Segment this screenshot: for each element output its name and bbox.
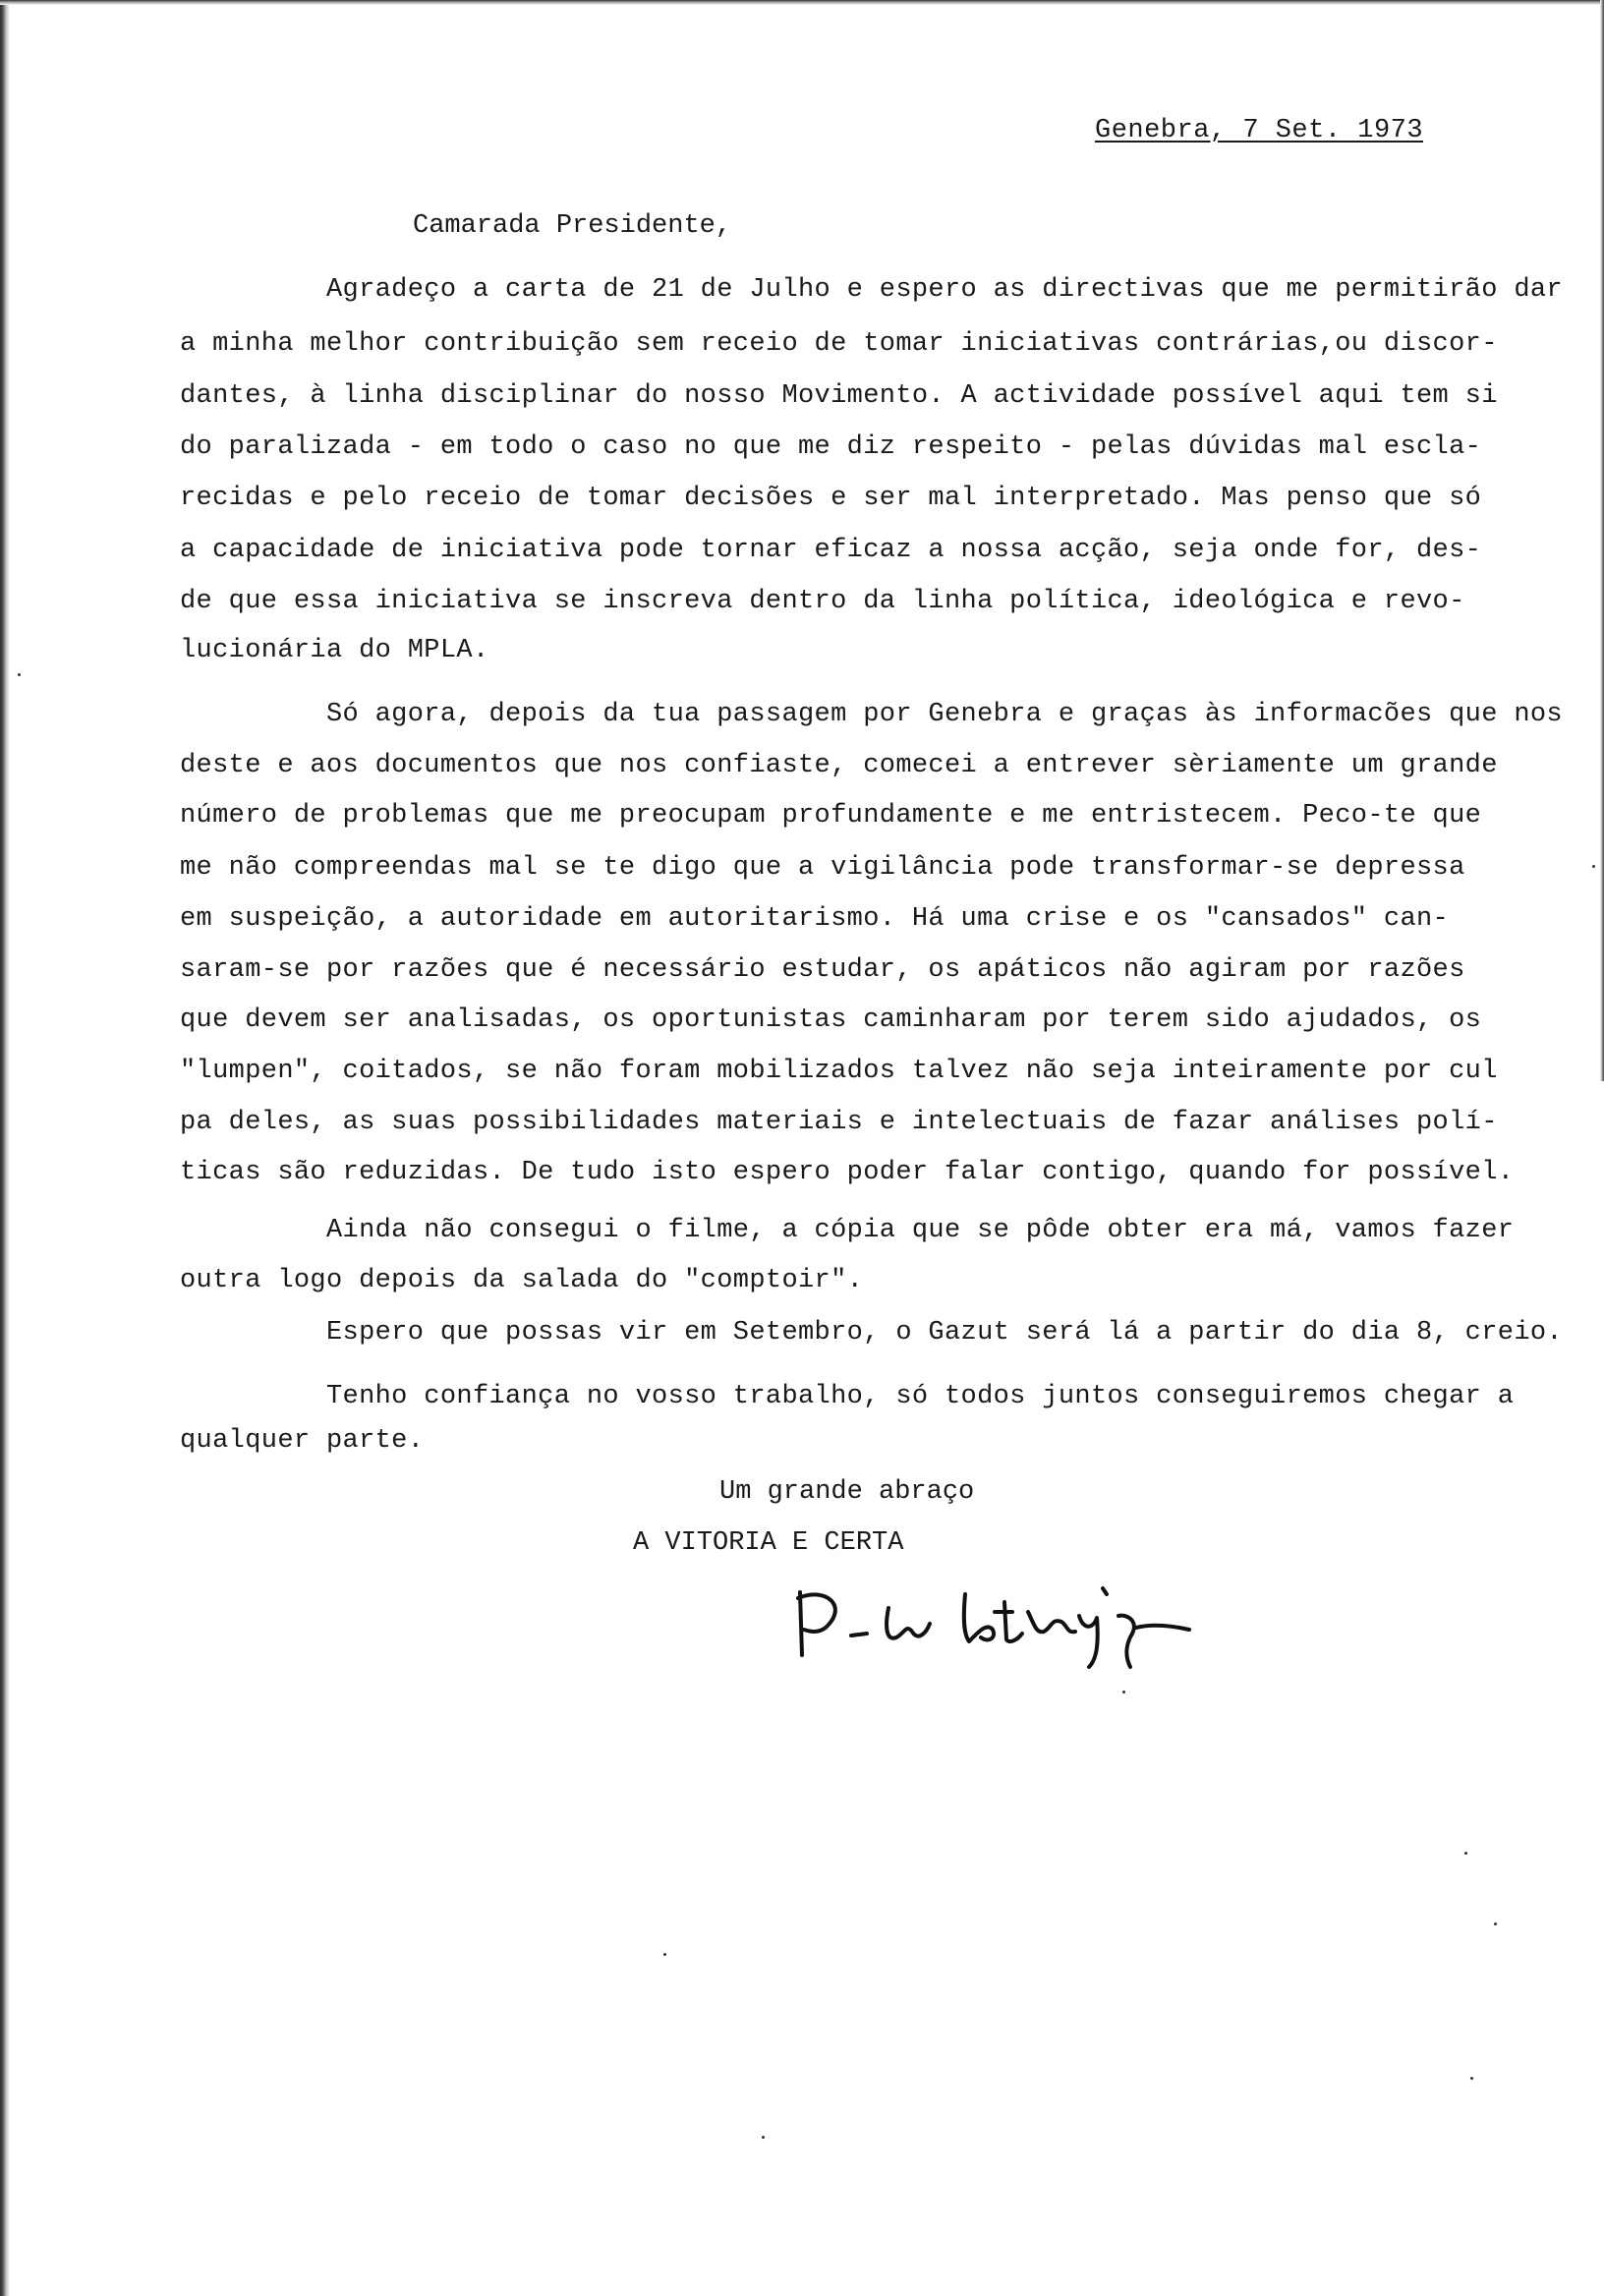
motto-line: A VITORIA E CERTA xyxy=(633,1528,904,1558)
body-line: saram-se por razões que é necessário estudar, os apáticos não agiram por razões xyxy=(180,955,1465,985)
scan-speck xyxy=(1592,865,1595,868)
body-line: de que essa iniciativa se inscreva dentro da linha política, ideológica e revo- xyxy=(180,587,1465,616)
body-line: do paralizada - em todo o caso no que me diz respeito - pelas dúvidas mal escla- xyxy=(180,432,1482,462)
scan-left-edge xyxy=(0,0,10,2296)
body-line: ticas são reduzidas. De tudo isto espero poder falar contigo, quando for possível. xyxy=(180,1158,1515,1187)
body-line: em suspeição, a autoridade em autoritarismo. Há uma crise e os "cansados" can- xyxy=(180,904,1450,934)
body-line: número de problemas que me preocupam profundamente e me entristecem. Peco-te que xyxy=(180,801,1482,831)
body-line: dantes, à linha disciplinar do nosso Movimento. A actividade possível aqui tem si xyxy=(180,381,1498,411)
body-line: que devem ser analisadas, os oportunistas caminharam por terem sido ajudados, os xyxy=(180,1005,1482,1035)
body-line: recidas e pelo receio de tomar decisões e ser mal interpretado. Mas penso que só xyxy=(180,484,1482,513)
closing-line: Um grande abraço xyxy=(719,1477,975,1507)
scan-right-edge xyxy=(1600,0,1604,1081)
body-line: Agradeço a carta de 21 de Julho e espero as directivas que me permitirão dar xyxy=(180,275,1563,305)
body-line: qualquer parte. xyxy=(180,1426,425,1456)
handwritten-signature xyxy=(786,1573,1219,1681)
scan-speck xyxy=(1122,1691,1125,1693)
body-line: Só agora, depois da tua passagem por Genebra e graças às informacões que nos xyxy=(180,700,1563,729)
scan-speck xyxy=(1464,1852,1467,1855)
body-line: outra logo depois da salada do "comptoir". xyxy=(180,1266,864,1295)
body-line: lucionária do MPLA. xyxy=(180,636,489,665)
body-line: Espero que possas vir em Setembro, o Gazut será lá a partir do dia 8, creio. xyxy=(180,1318,1563,1348)
scan-speck xyxy=(762,2136,765,2139)
letter-date: Genebra, 7 Set. 1973 xyxy=(1095,116,1424,145)
scan-speck xyxy=(1470,2077,1473,2080)
body-line: "lumpen", coitados, se não foram mobilizados talvez não seja inteiramente por cul xyxy=(180,1057,1498,1086)
body-line: pa deles, as suas possibilidades materiais e intelectuais de fazar análises polí- xyxy=(180,1108,1498,1137)
scan-speck xyxy=(663,1953,666,1956)
scan-speck xyxy=(18,673,21,676)
body-line: a minha melhor contribuição sem receio de tomar iniciativas contrárias,ou discor- xyxy=(180,329,1498,359)
scan-top-edge xyxy=(0,0,1604,5)
body-line: a capacidade de iniciativa pode tornar eficaz a nossa acção, seja onde for, des- xyxy=(180,536,1482,565)
body-line: Tenho confiança no vosso trabalho, só todos juntos conseguiremos chegar a xyxy=(180,1382,1515,1411)
body-line: me não compreendas mal se te digo que a vigilância pode transformar-se depressa xyxy=(180,853,1465,883)
scan-speck xyxy=(1494,1923,1497,1925)
body-line: deste e aos documentos que nos confiaste, comecei a entrever sèriamente um grande xyxy=(180,751,1498,780)
salutation: Camarada Presidente, xyxy=(413,211,732,241)
body-line: Ainda não consegui o filme, a cópia que se pôde obter era má, vamos fazer xyxy=(180,1216,1515,1245)
